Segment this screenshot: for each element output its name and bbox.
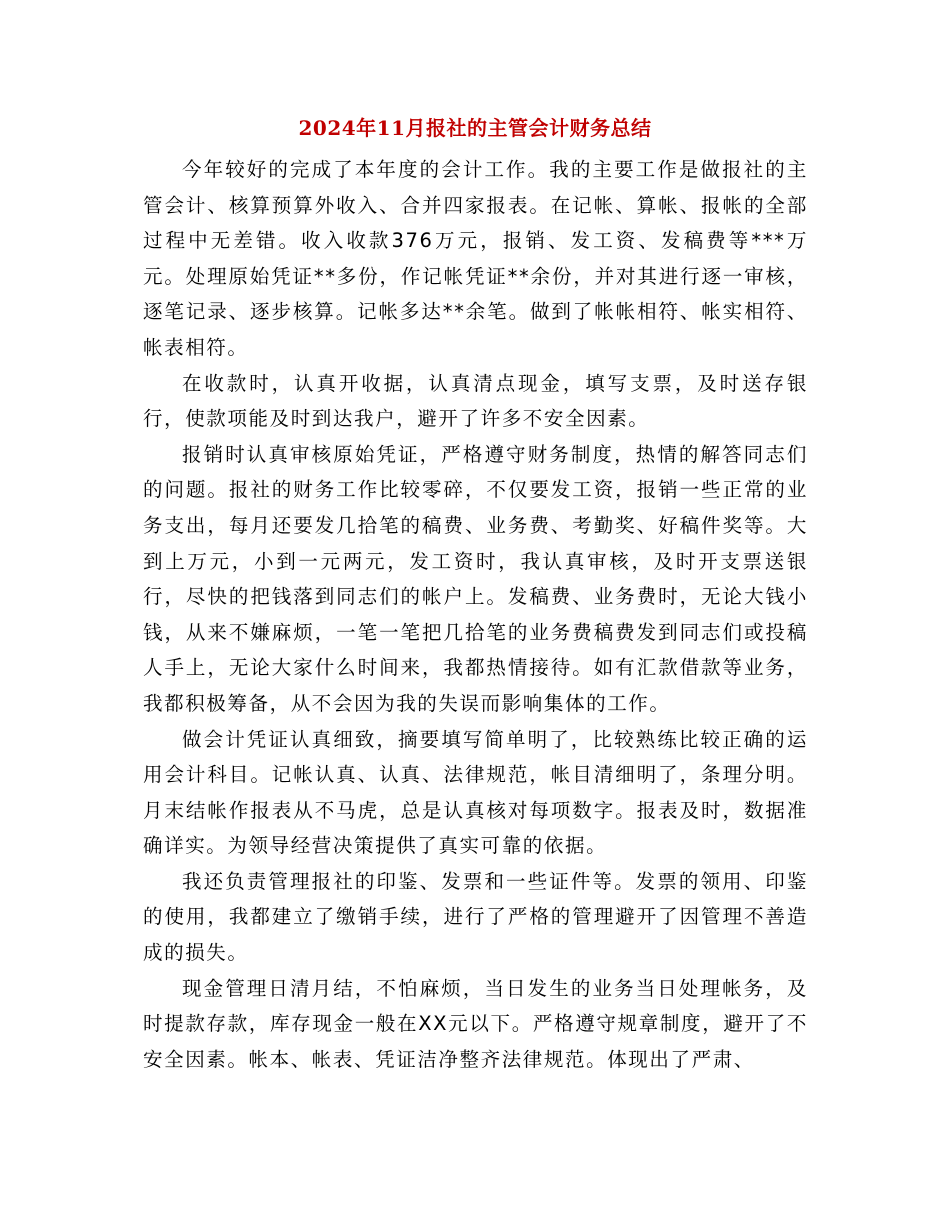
paragraph-1: 今年较好的完成了本年度的会计工作。我的主要工作是做报社的主管会计、核算预算外收入、合并四家报表。在记帐、算帐、报帐的全部过程中无差错。收入收款376万元，报销、发工资、发稿费等***万元。处理原始凭证**多份，作记帐凭证**余份，并对其进行逐一审核，逐笔记录、逐步核算。记帐多达**余笔。做到了帐帐相符、帐实相符、帐表相符。 (143, 158, 808, 359)
paragraph-3: 报销时认真审核原始凭证，严格遵守财务制度，热情的解答同志们的问题。报社的财务工作比较零碎，不仅要发工资，报销一些正常的业务支出，每月还要发几拾笔的稿费、业务费、考勤奖、好稿件奖等。大到上万元，小到一元两元，发工资时，我认真审核，及时开支票送银行，尽快的把钱落到同志们的帐户上。发稿费、业务费时，无论大钱小钱，从来不嫌麻烦，一笔一笔把几拾笔的业务费稿费发到同志们或投稿人手上，无论大家什么时间来，我都热情接待。如有汇款借款等业务，我都积极筹备，从不会因为我的失误而影响集体的工作。 (143, 442, 808, 715)
paragraph-2: 在收款时，认真开收据，认真清点现金，填写支票，及时送存银行，使款项能及时到达我户，避开了许多不安全因素。 (143, 371, 808, 431)
paragraph-4: 做会计凭证认真细致，摘要填写简单明了，比较熟练比较正确的运用会计科目。记帐认真、认真、法律规范，帐目清细明了，条理分明。月末结帐作报表从不马虎，总是认真核对每项数字。报表及时，数据准确详实。为领导经营决策提供了真实可靠的依据。 (143, 727, 808, 858)
paragraph-6: 现金管理日清月结，不怕麻烦，当日发生的业务当日处理帐务，及时提款存款，库存现金一般在XX元以下。严格遵守规章制度，避开了不安全因素。帐本、帐表、凭证洁净整齐法律规范。体现出了严肃、 (143, 976, 808, 1071)
document-title: 2024年11月报社的主管会计财务总结 (298, 116, 652, 140)
paragraph-5: 我还负责管理报社的印鉴、发票和一些证件等。发票的领用、印鉴的使用，我都建立了缴销手续，进行了严格的管理避开了因管理不善造成的损失。 (143, 869, 808, 965)
document-body (143, 152, 808, 1077)
